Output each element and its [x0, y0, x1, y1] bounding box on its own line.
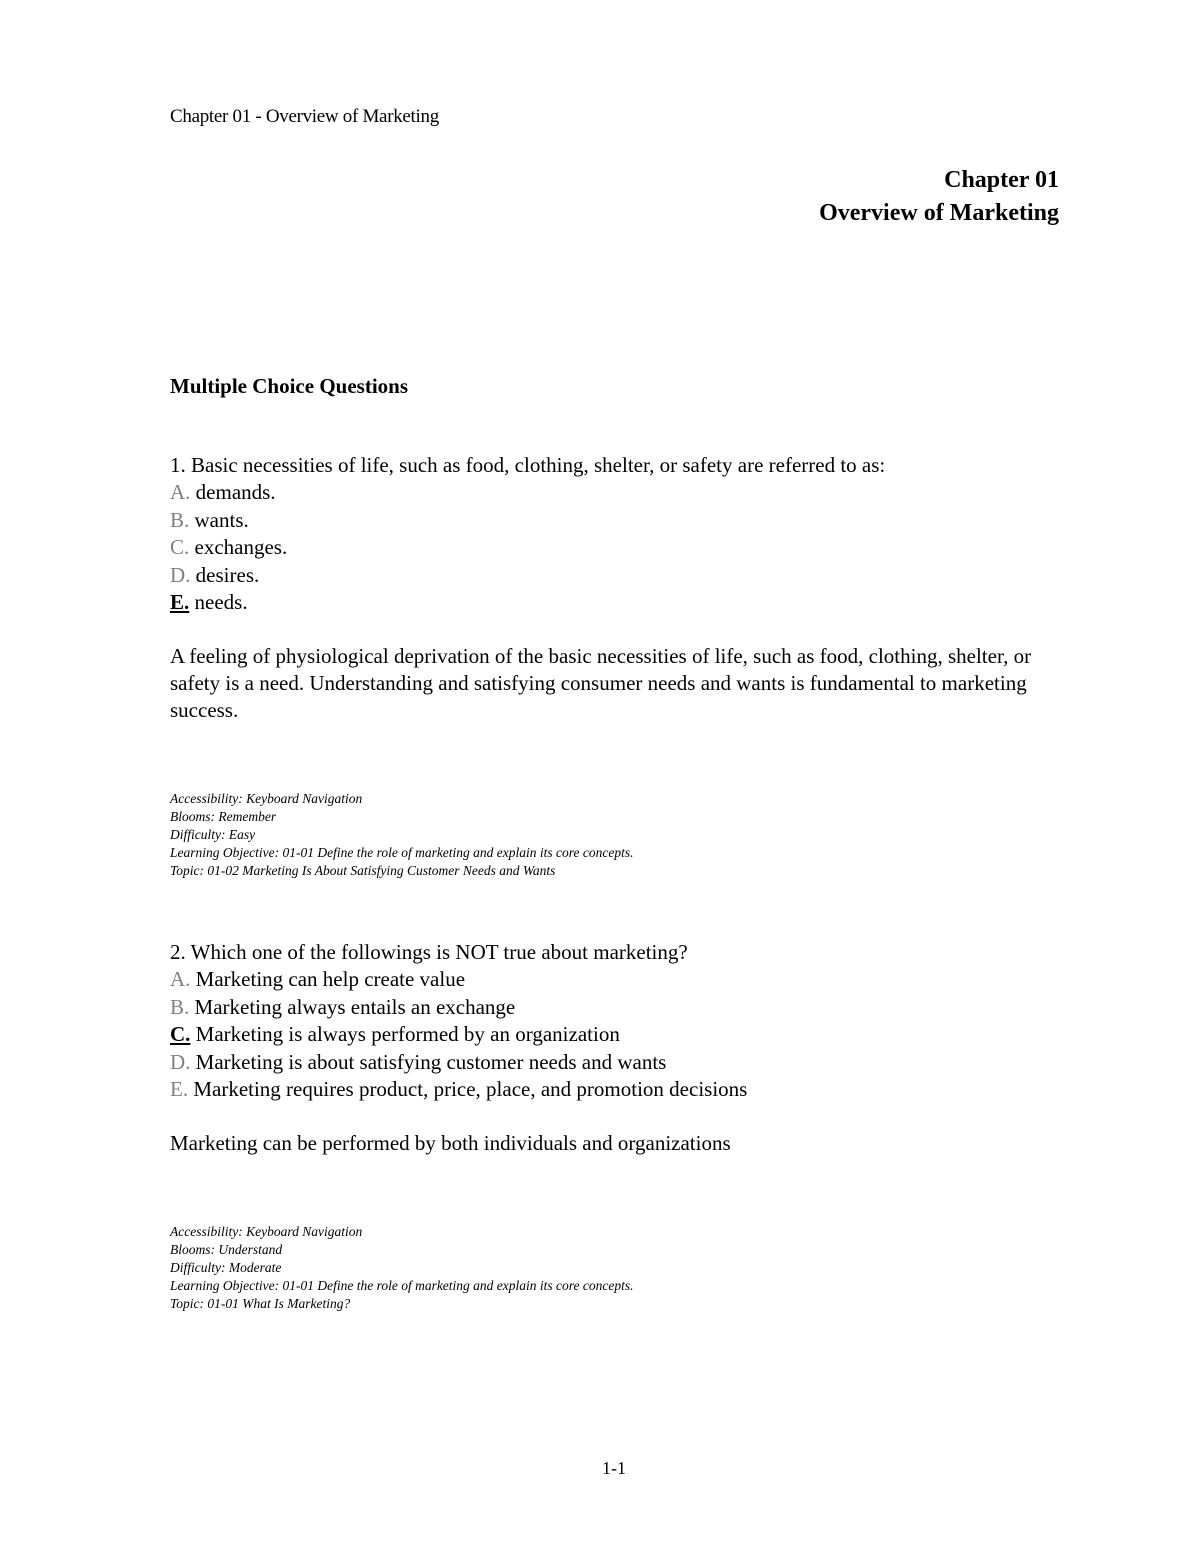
option-letter: C. [170, 535, 190, 560]
option-e-correct [170, 589, 1070, 616]
correct-option-letter: C. [170, 1022, 191, 1047]
option-e [170, 1076, 1070, 1103]
question-metadata [170, 790, 1070, 880]
option-letter: D. [170, 562, 191, 587]
option-text: needs. [189, 590, 248, 615]
option-a [170, 479, 1070, 506]
option-text: desires. [190, 562, 260, 587]
option-c-correct [170, 1021, 1070, 1048]
meta-difficulty: Difficulty: Easy [170, 827, 256, 843]
question-stem: 2. Which one of the followings is NOT true about marketing? [170, 940, 688, 964]
option-letter: B. [170, 994, 190, 1019]
option-b [170, 994, 1070, 1021]
option-text: exchanges. [189, 535, 288, 560]
option-c [170, 534, 1070, 561]
answer-explanation: A feeling of physiological deprivation of the basic necessities of life, such as food, clothing, shelter, or safety is a need. Understanding and satisfying consumer needs and wants is fundamental to marketing success. [170, 644, 1032, 723]
option-b [170, 507, 1070, 534]
option-letter: A. [170, 480, 191, 505]
answer-explanation: Marketing can be performed by both individuals and organizations [170, 1131, 731, 1156]
option-text: Marketing is about satisfying customer needs and wants [190, 1049, 667, 1074]
option-text: wants. [189, 507, 249, 532]
section-heading: Multiple Choice Questions [170, 374, 409, 398]
question-1 [170, 452, 1070, 880]
meta-topic: Topic: 01-01 What Is Marketing? [170, 1296, 351, 1312]
option-letter: B. [170, 507, 190, 532]
correct-option-letter: E. [170, 590, 190, 615]
meta-learning-objective: Learning Objective: 01-01 Define the role of marketing and explain its core concepts. [170, 845, 634, 861]
meta-blooms: Blooms: Understand [170, 1242, 283, 1258]
meta-blooms: Blooms: Remember [170, 809, 277, 825]
running-header: Chapter 01 - Overview of Marketing [170, 106, 439, 127]
question-stem: 1. Basic necessities of life, such as food, clothing, shelter, or safety are referred to as: [170, 453, 886, 477]
chapter-name: Overview of Marketing [819, 200, 1059, 226]
page-number: 1-1 [602, 1458, 626, 1478]
option-letter: E. [170, 1077, 189, 1102]
option-a [170, 966, 1070, 993]
option-letter: D. [170, 1049, 191, 1074]
chapter-title [819, 164, 1059, 230]
option-text: Marketing is always performed by an organization [190, 1022, 620, 1047]
chapter-number: Chapter 01 [944, 167, 1059, 193]
option-d [170, 1049, 1070, 1076]
meta-difficulty: Difficulty: Moderate [170, 1260, 282, 1276]
question-2 [170, 939, 1070, 1313]
meta-learning-objective: Learning Objective: 01-01 Define the role of marketing and explain its core concepts. [170, 1278, 634, 1294]
option-d [170, 562, 1070, 589]
option-text: Marketing always entails an exchange [189, 994, 516, 1019]
meta-accessibility: Accessibility: Keyboard Navigation [170, 1224, 363, 1240]
question-metadata [170, 1223, 1070, 1313]
option-letter: A. [170, 967, 191, 992]
option-text: Marketing requires product, price, place, and promotion decisions [188, 1077, 748, 1102]
meta-topic: Topic: 01-02 Marketing Is About Satisfying Customer Needs and Wants [170, 863, 556, 879]
option-text: demands. [190, 480, 276, 505]
meta-accessibility: Accessibility: Keyboard Navigation [170, 791, 363, 807]
option-text: Marketing can help create value [190, 967, 466, 992]
